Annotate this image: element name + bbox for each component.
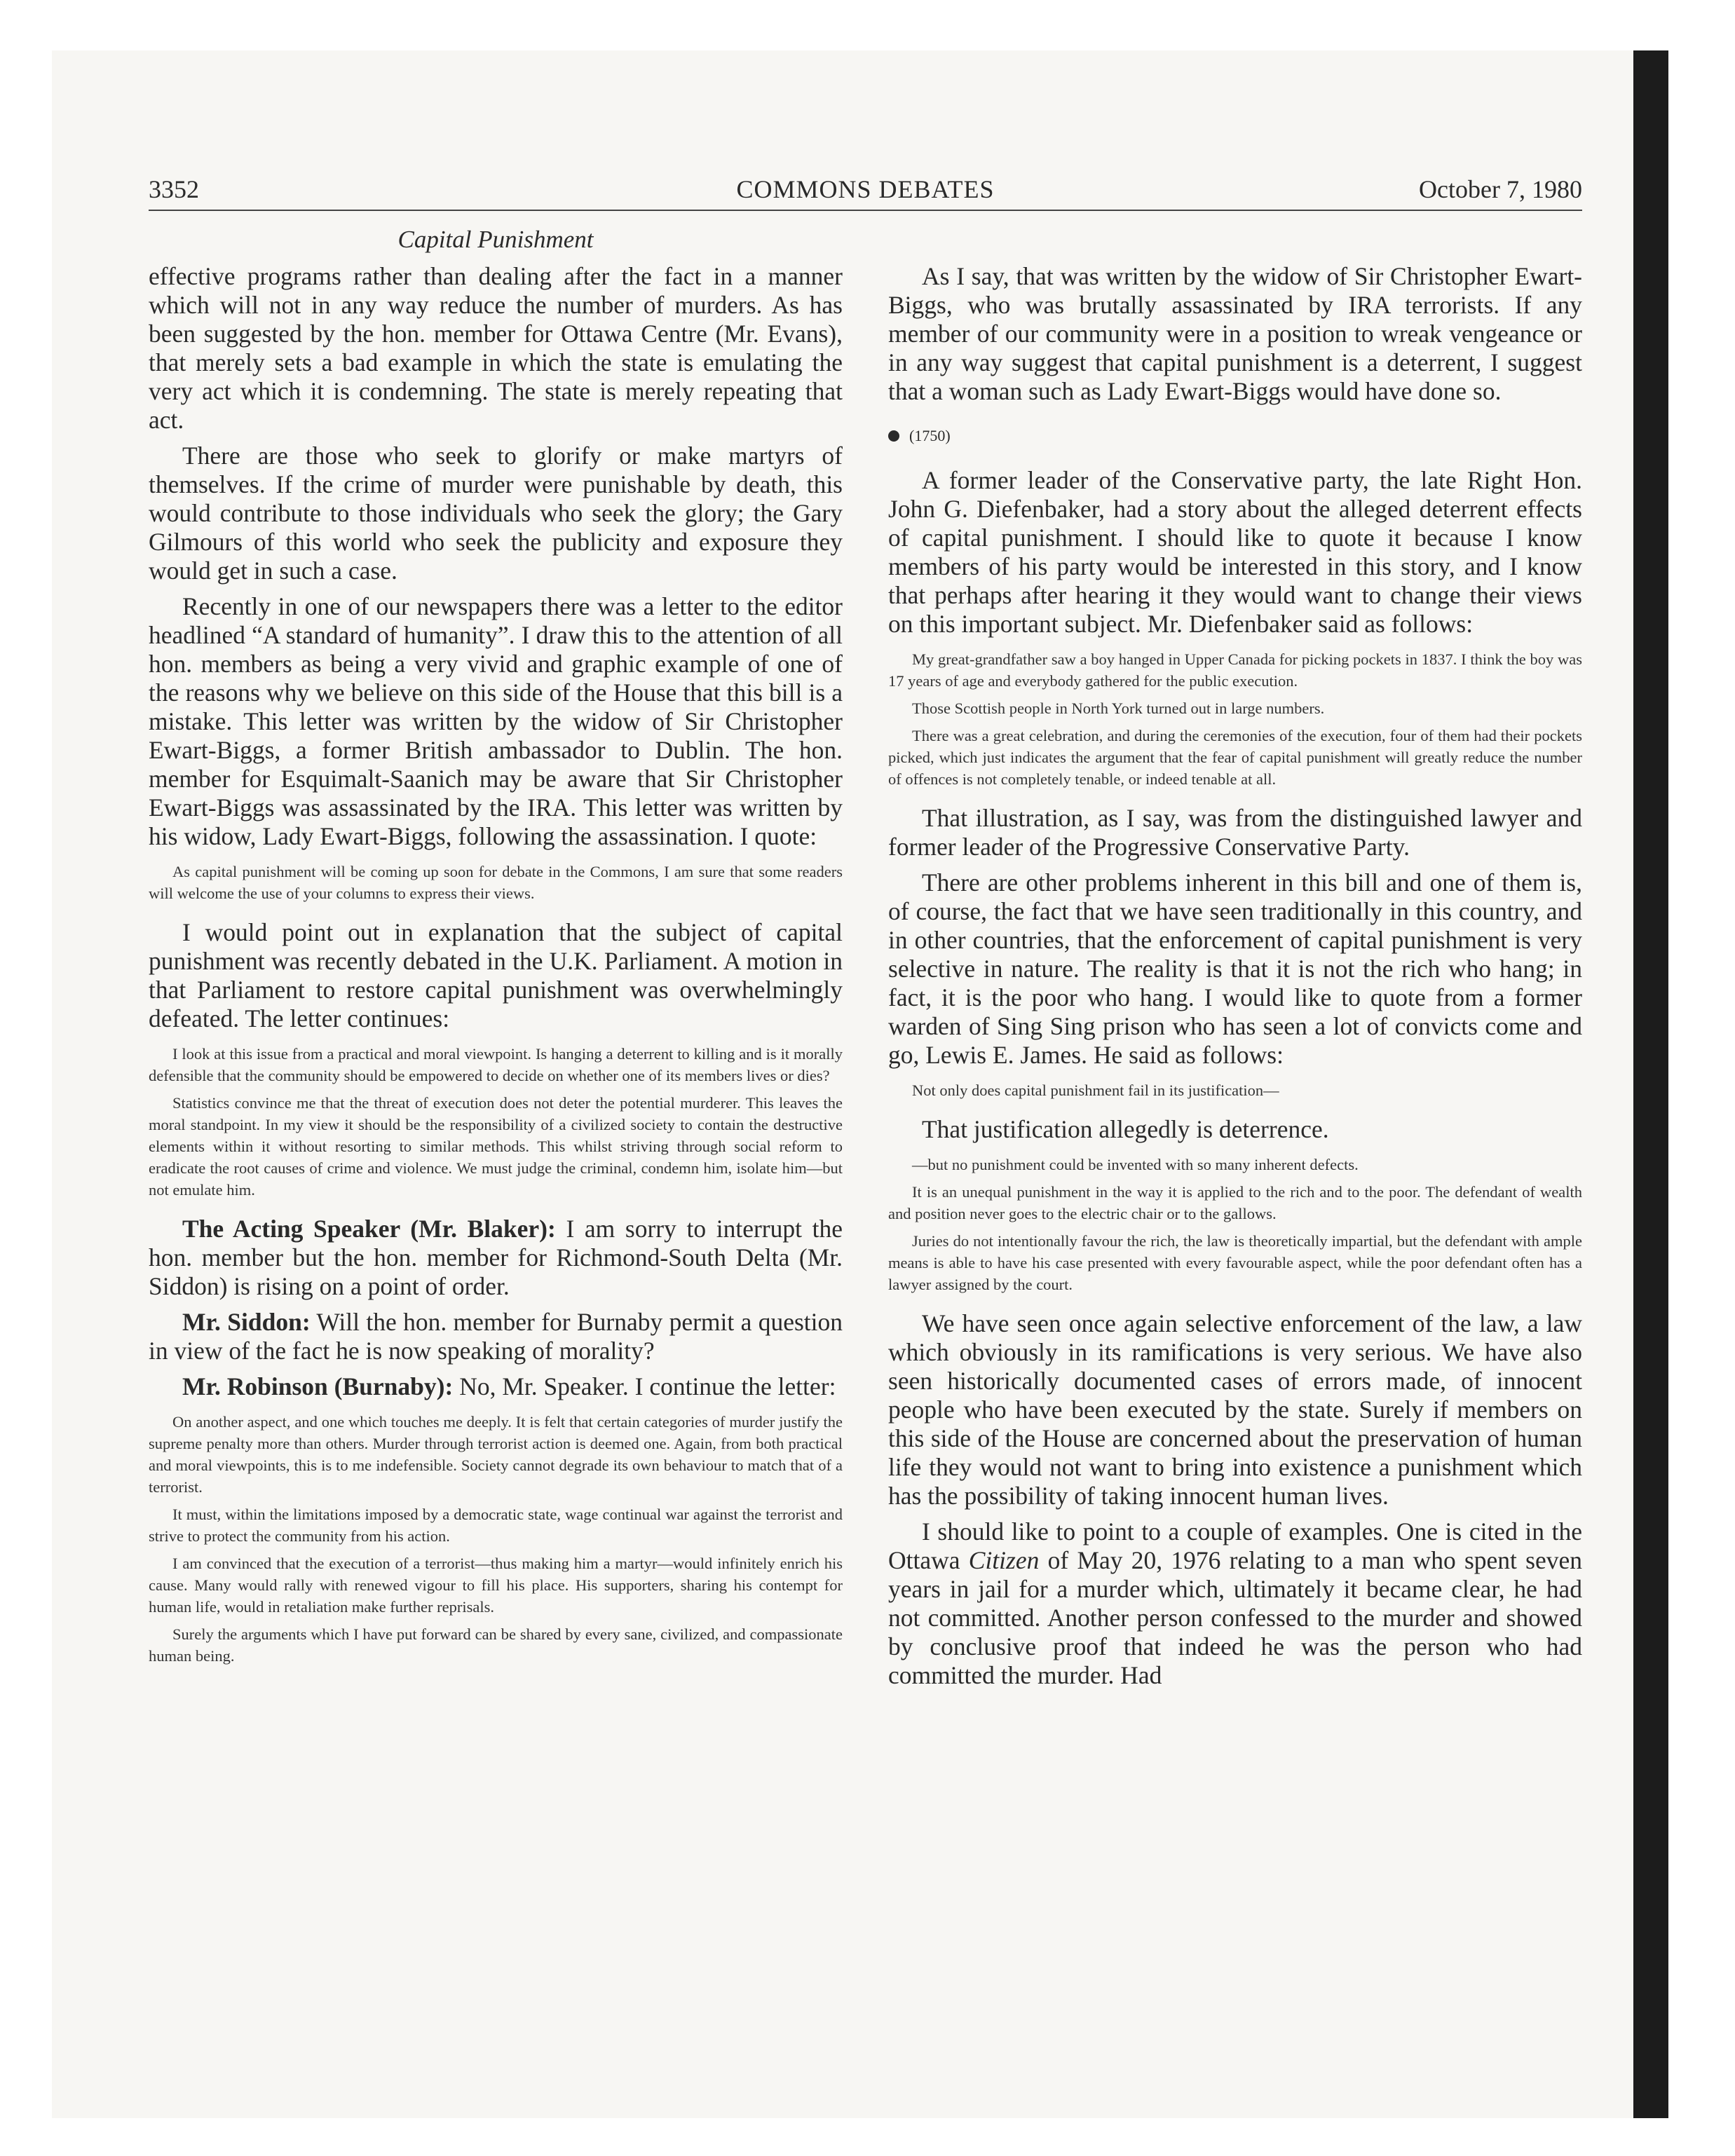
time-marker (888, 425, 1582, 446)
quote-paragraph: It must, within the limitations imposed by a democratic state, wage continual war against the terrorist and strive to protect the community from his action. (149, 1506, 843, 1545)
text-run: I should like to point to a couple of examples. One is cited in the Ottawa (888, 1517, 1582, 1574)
journal-title: COMMONS DEBATES (736, 175, 995, 203)
paragraph: There are other problems inherent in this bill and one of them is, of course, the fact that we have seen traditionally in this country, and in other countries, that the enforcement of capital punishment is very selective in nature. The reality is that it is not the rich who hang; in fact, it is the poor who hang. I would like to quote from a former warden of Sing Sing prison who has seen a lot of convicts come and go, Lewis E. James. He said as follows: (888, 868, 1582, 1069)
newspaper-title: Citizen (968, 1546, 1040, 1574)
quote-paragraph: I look at this issue from a practical and moral viewpoint. Is hanging a deterrent to killing and is it morally defensible that the community should be empowered to decide on whether one of its members lives or dies? (149, 1045, 843, 1084)
time-marker-label: (1750) (909, 427, 951, 444)
speaker-name: Mr. Siddon: (182, 1308, 311, 1336)
scan-edge (1633, 50, 1668, 2118)
paragraph: A former leader of the Conservative party, the late Right Hon. John G. Diefenbaker, had a story about the alleged deterrent effects of capital punishment. I should like to quote it because I know members of his party would be interested in this story, and I know that perhaps after hearing it they would want to change their views on this important subject. Mr. Diefenbaker said as follows: (888, 466, 1582, 638)
speech-robinson (149, 1372, 843, 1401)
block-quote (888, 1079, 1582, 1101)
right-column (888, 262, 1582, 1697)
bullet-icon (888, 430, 899, 442)
block-quote (888, 1154, 1582, 1295)
speech-text: Will the hon. member for Burnaby permit a question in view of the fact he is now speaking of morality? (149, 1308, 843, 1365)
paragraph: That illustration, as I say, was from the distinguished lawyer and former leader of the Progressive Conservative Party. (888, 804, 1582, 861)
quote-paragraph: Surely the arguments which I have put forward can be shared by every sane, civilized, and compassionate human being. (149, 1625, 843, 1665)
paragraph: That justification allegedly is deterrence. (922, 1115, 1329, 1143)
page-number: 3352 (149, 175, 199, 203)
block-quote (149, 861, 843, 904)
block-quote (149, 1411, 843, 1667)
quote-paragraph: I am convinced that the execution of a terrorist—thus making him a martyr—would infinitely enrich his cause. Many would rally with renewed vigour to fill his place. His supporters, sharing his contempt for human life, would in retaliation make further reprisals. (149, 1555, 843, 1616)
quote-paragraph: It is an unequal punishment in the way it is applied to the rich and to the poor. The defendant of wealth and position never goes to the electric chair or to the gallows. (888, 1183, 1582, 1222)
speech-text: No, Mr. Speaker. I continue the letter: (453, 1372, 836, 1400)
quote-paragraph: Juries do not intentionally favour the rich, the law is theoretically impartial, but the defendant with ample means is able to have his case presented with every favourable aspect, while the poor defendant often has a lawyer assigned by the court. (888, 1232, 1582, 1293)
speech-siddon (149, 1308, 843, 1365)
speech-text: I am sorry to interrupt the hon. member but the hon. member for Richmond-South Delta (Mr. Siddon) is rising on a point of order. (149, 1215, 843, 1300)
paragraph: As I say, that was written by the widow of Sir Christopher Ewart-Biggs, who was brutally assassinated by IRA terrorists. If any member of our community were in a position to wreak vengeance or in any way suggest that capital punishment is a deterrent, I suggest that a woman such as Lady Ewart-Biggs would have done so. (888, 262, 1582, 405)
paragraph: Recently in one of our newspapers there was a letter to the editor headlined “A standard of humanity”. I draw this to the attention of all hon. members as being a very vivid and graphic example of one of the reasons why we believe on this side of the House that this bill is a mistake. This letter was written by the widow of Sir Christopher Ewart-Biggs, a former British ambassador to Dublin. The hon. member for Esquimalt-Saanich may be aware that Sir Christopher Ewart-Biggs was assassinated by the IRA. This letter was written by his widow, Lady Ewart-Biggs, following the assassination. I quote: (149, 592, 843, 850)
paragraph (888, 1517, 1582, 1690)
block-quote (888, 648, 1582, 790)
quote-paragraph: Not only does capital punishment fail in its justification— (912, 1082, 1279, 1099)
quote-paragraph: My great-grandfather saw a boy hanged in Upper Canada for picking pockets in 1837. I think the boy was 17 years of age and everybody gathered for the public execution. (888, 650, 1582, 690)
running-header (149, 172, 1582, 214)
paragraph: I would point out in explanation that the subject of capital punishment was recently debated in the U.K. Parliament. A motion in that Parliament to restore capital punishment was overwhelmingly defeated. The letter continues: (149, 918, 843, 1032)
block-quote (149, 1043, 843, 1201)
left-column (149, 262, 843, 1681)
paragraph: effective programs rather than dealing after the fact in a manner which will not in any way reduce the number of murders. As has been suggested by the hon. member for Ottawa Centre (Mr. Evans), that merely sets a bad example in which the state is emulating the very act which it is condemning. The state is merely repeating that act. (149, 262, 843, 434)
quote-paragraph: —but no punishment could be invented with so many inherent defects. (912, 1156, 1359, 1173)
quote-paragraph: As capital punishment will be coming up soon for debate in the Commons, I am sure that some readers will welcome the use of your columns to express their views. (149, 863, 843, 902)
text-run: of May 20, 1976 relating to a man who spent seven years in jail for a murder which, ultimately it became clear, he had not committed. Another person confessed to the murder and showed by conclusive proof that indeed he was the person who had committed the murder. Had (888, 1546, 1582, 1689)
header-rule (149, 210, 1582, 211)
section-heading: Capital Punishment (397, 226, 594, 253)
paragraph: There are those who seek to glorify or make martyrs of themselves. If the crime of murder were punishable by death, this would contribute to those individuals who seek the glory; the Gary Gilmours of this world who seek the publicity and exposure they would get in such a case. (149, 442, 843, 585)
speaker-name: The Acting Speaker (Mr. Blaker): (182, 1215, 556, 1243)
quote-paragraph: On another aspect, and one which touches me deeply. It is felt that certain categories of murder justify the supreme penalty more than others. Murder through terrorist action is deemed one. Again, from both practical and moral viewpoints, this is to me indefensible. Society cannot degrade its own behaviour to match that of a terrorist. (149, 1413, 843, 1496)
quote-paragraph: Statistics convince me that the threat of execution does not deter the potential murderer. This leaves the moral standpoint. In my view it should be the responsibility of a civilized society to contain the destructive elements within it without resorting to similar methods. This whilst striving through social reform to eradicate the root causes of crime and violence. We must judge the criminal, condemn him, isolate him—but not emulate him. (149, 1094, 843, 1199)
speech-acting-speaker (149, 1215, 843, 1301)
quote-paragraph: There was a great celebration, and during the ceremonies of the execution, four of them had their pockets picked, which just indicates the argument that the fear of capital punishment will greatly reduce the number of offences is not completely tenable, or indeed tenable at all. (888, 727, 1582, 788)
quote-paragraph: Those Scottish people in North York turned out in large numbers. (912, 700, 1325, 717)
paragraph: We have seen once again selective enforcement of the law, a law which obviously in its ramifications is very serious. We have also seen historically documented cases of errors made, of innocent people who have been executed by the state. Surely if members on this side of the House are concerned about the preservation of human life they would not want to bring into existence a punishment which has the possibility of taking innocent human lives. (888, 1309, 1582, 1510)
issue-date: October 7, 1980 (1419, 175, 1582, 203)
speaker-name: Mr. Robinson (Burnaby): (182, 1372, 454, 1400)
